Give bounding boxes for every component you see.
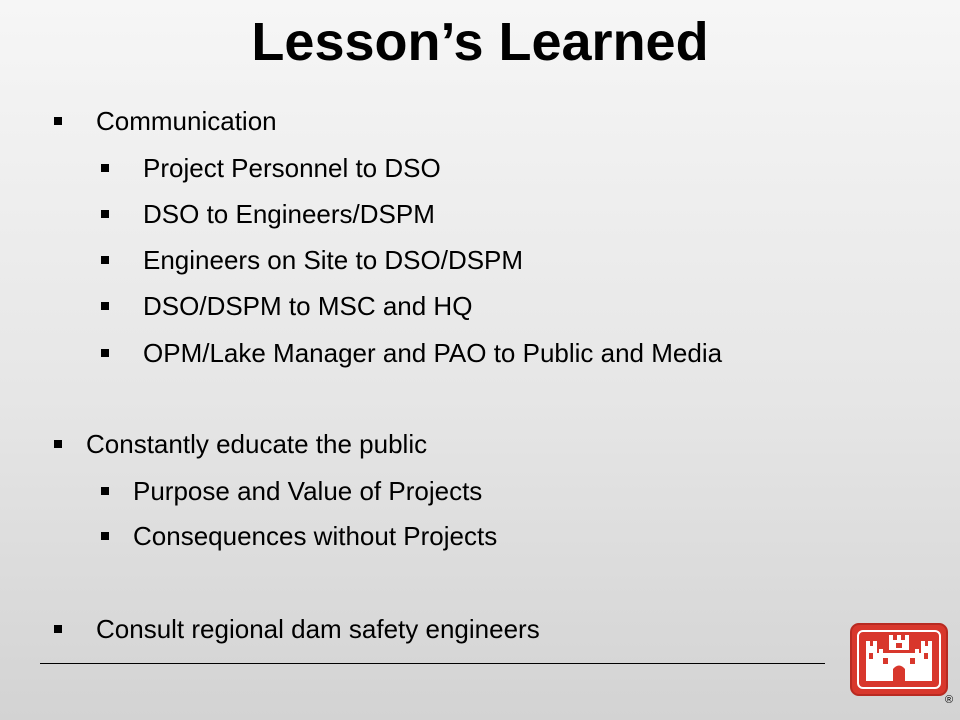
- footer-divider: [40, 663, 825, 664]
- bullet-square-icon: [101, 487, 109, 495]
- bullet-square-icon: [101, 349, 109, 357]
- bullet-text: Constantly educate the public: [86, 429, 428, 459]
- slide-title: Lesson’s Learned: [251, 12, 709, 72]
- bullet-square-icon: [101, 532, 109, 540]
- bullet-square-icon: [54, 625, 62, 633]
- bullet-square-icon: [54, 117, 62, 125]
- usace-logo: [850, 623, 948, 696]
- bullet-text: Consult regional dam safety engineers: [96, 614, 540, 644]
- bullet-text: Project Personnel to DSO: [143, 153, 441, 183]
- bullet-text: DSO/DSPM to MSC and HQ: [143, 291, 473, 321]
- bullet-text: OPM/Lake Manager and PAO to Public and Media: [143, 338, 723, 368]
- bullet-square-icon: [101, 256, 109, 264]
- castle-icon: [865, 635, 933, 683]
- bullet-text: Consequences without Projects: [133, 521, 498, 551]
- bullet-square-icon: [54, 440, 62, 448]
- bullet-text: Communication: [96, 106, 277, 136]
- bullet-square-icon: [101, 164, 109, 172]
- bullet-square-icon: [101, 210, 109, 218]
- registered-mark: ®: [945, 694, 954, 706]
- bullet-square-icon: [101, 302, 109, 310]
- bullet-text: Engineers on Site to DSO/DSPM: [143, 245, 524, 275]
- bullet-text: Purpose and Value of Projects: [133, 476, 483, 506]
- bullet-text: DSO to Engineers/DSPM: [143, 199, 435, 229]
